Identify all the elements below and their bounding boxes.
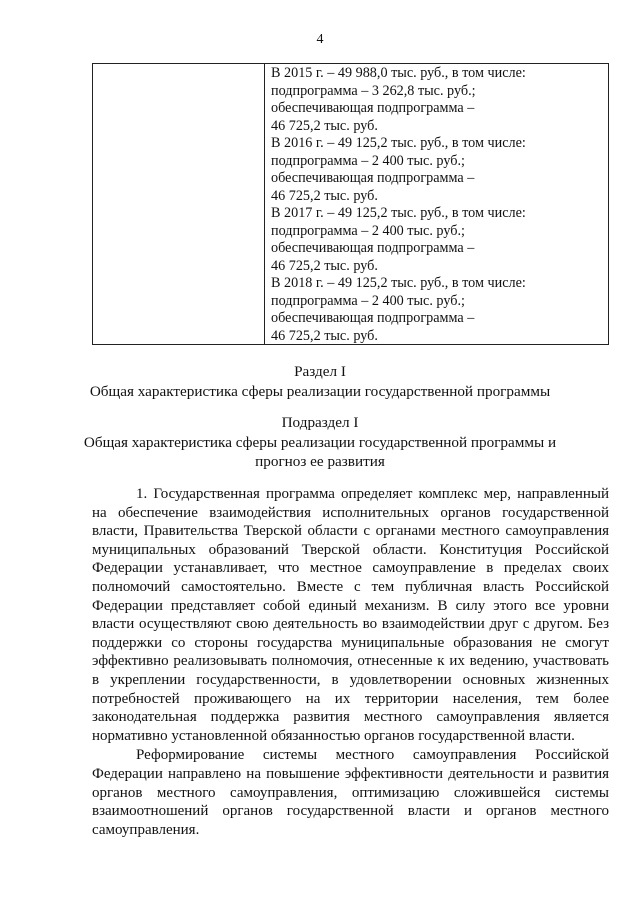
funding-line: подпрограмма – 2 400 тыс. руб.; <box>271 152 465 169</box>
funding-line: обеспечивающая подпрограмма – <box>271 240 475 256</box>
table-left-cell <box>93 64 265 344</box>
funding-line: В 2015 г. – 49 988,0 тыс. руб., в том числе: <box>271 65 526 81</box>
page-number: 4 <box>316 32 324 47</box>
funding-line: В 2017 г. – 49 125,2 тыс. руб., в том числе: <box>271 205 526 221</box>
body-text <box>92 485 609 839</box>
funding-line: 46 725,2 тыс. руб. <box>271 327 378 344</box>
funding-line: В 2018 г. – 49 125,2 тыс. руб., в том числе: <box>271 275 526 291</box>
funding-line: 46 725,2 тыс. руб. <box>271 257 378 274</box>
section-title: Общая характеристика сферы реализации государственной программы <box>89 383 551 400</box>
funding-line: 46 725,2 тыс. руб. <box>271 117 378 134</box>
funding-line: подпрограмма – 2 400 тыс. руб.; <box>271 292 465 309</box>
table-right-cell <box>271 65 604 345</box>
funding-line: обеспечивающая подпрограмма – <box>271 310 475 326</box>
funding-line: подпрограмма – 3 262,8 тыс. руб.; <box>271 82 476 99</box>
section-label: Раздел I <box>294 363 346 380</box>
funding-table <box>92 63 609 345</box>
funding-line: подпрограмма – 2 400 тыс. руб.; <box>271 222 465 239</box>
funding-line: обеспечивающая подпрограмма – <box>271 170 475 186</box>
subsection-label: Подраздел I <box>281 414 359 431</box>
subsection-title-line2: прогноз ее развития <box>255 453 385 470</box>
funding-line: обеспечивающая подпрограмма – <box>271 100 475 116</box>
funding-line: 46 725,2 тыс. руб. <box>271 187 378 204</box>
paragraph: 1. Государственная программа определяет комплекс мер, направленный на обеспечение взаимодействия исполнительных органов государственной власти, Правительства Тверской области с органами местного самоуправления муниципальных образований Тверской области. Конституция Российской Федерации устанавливает, что местное самоуправление в пределах своих полномочий самостоятельно. Вместе с тем публичная власть Российской Федерации представляет собой единый механизм. В силу этого все уровни власти осуществляют свою деятельность во взаимодействии друг с другом. Без поддержки со стороны государства муниципальные образования не смогут эффективно реализовывать полномочия, отнесенные к их ведению, участвовать в укреплении государственности, в удовлетворении основных жизненных потребностей проживающего на их территории населения, тем более законодательная поддержка развития местного самоуправления является нормативно установленной обязанностью органов государственной власти. <box>92 486 609 744</box>
funding-line: В 2016 г. – 49 125,2 тыс. руб., в том числе: <box>271 135 526 151</box>
paragraph: Реформирование системы местного самоуправления Российской Федерации направлено на повышение эффективности деятельности и развития органов местного самоуправления, оптимизацию сложившейся системы взаимоотношений органов государственной власти и органов местного самоуправления. <box>92 747 609 838</box>
subsection-title-line1: Общая характеристика сферы реализации государственной программы и <box>83 434 557 451</box>
